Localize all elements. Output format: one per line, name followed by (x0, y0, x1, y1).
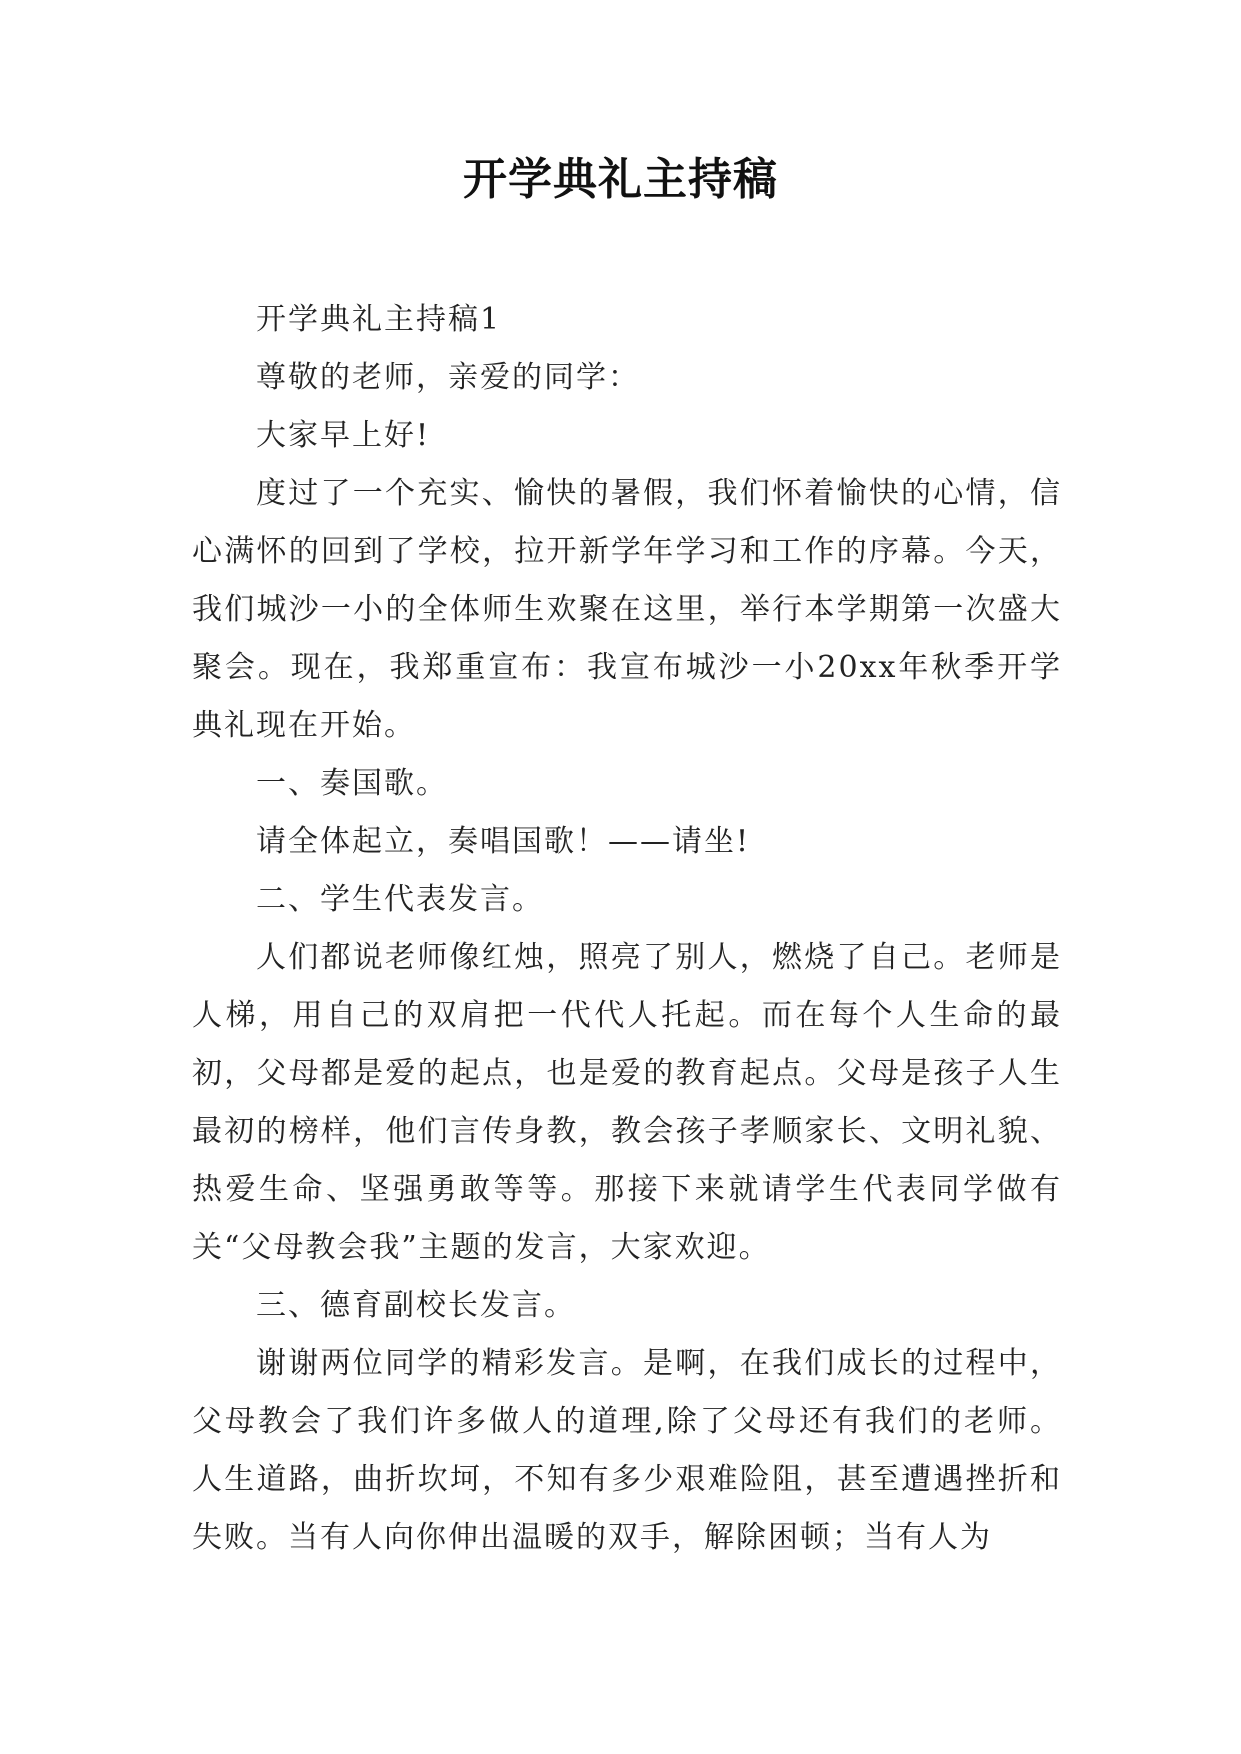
paragraph-heading: 开学典礼主持稿1 (256, 302, 502, 337)
paragraph-salutation: 尊敬的老师，亲爱的同学： (256, 360, 640, 395)
paragraph-anthem: 请全体起立，奏唱国歌！——请坐! (256, 824, 751, 859)
paragraph-section-1: 一、奏国歌。 (256, 766, 448, 801)
paragraph-thanks: 谢谢两位同学的精彩发言。是啊，在我们成长的过程中，父母教会了我们许多做人的道理,除了父母还有我们的老师。人生道路，曲折坎坷，不知有多少艰难险阻，甚至遭遇挫折和失败。当有人向你伸出温暖的双手，解除困顿；当有人为 (192, 1346, 1062, 1555)
paragraph-student-speech: 人们都说老师像红烛，照亮了别人，燃烧了自己。老师是人梯，用自己的双肩把一代代人托起。而在每个人生命的最初，父母都是爱的起点，也是爱的教育起点。父母是孩子人生最初的榜样，他们言传身教，教会孩子孝顺家长、文明礼貌、热爱生命、坚强勇敢等等。那接下来就请学生代表同学做有关“父母教会我”主题的发言，大家欢迎。 (192, 940, 1062, 1265)
document-title: 开学典礼主持稿 (463, 154, 778, 205)
paragraph-section-2: 二、学生代表发言。 (256, 882, 544, 917)
paragraph-opening: 度过了一个充实、愉快的暑假，我们怀着愉快的心情，信心满怀的回到了学校，拉开新学年学习和工作的序幕。今天，我们城沙一小的全体师生欢聚在这里，举行本学期第一次盛大聚会。现在，我郑重宣布：我宣布城沙一小20xx年秋季开学典礼现在开始。 (192, 476, 1062, 743)
document-body (192, 291, 1062, 1567)
paragraph-greeting: 大家早上好! (256, 418, 431, 453)
paragraph-section-3: 三、德育副校长发言。 (256, 1288, 576, 1323)
